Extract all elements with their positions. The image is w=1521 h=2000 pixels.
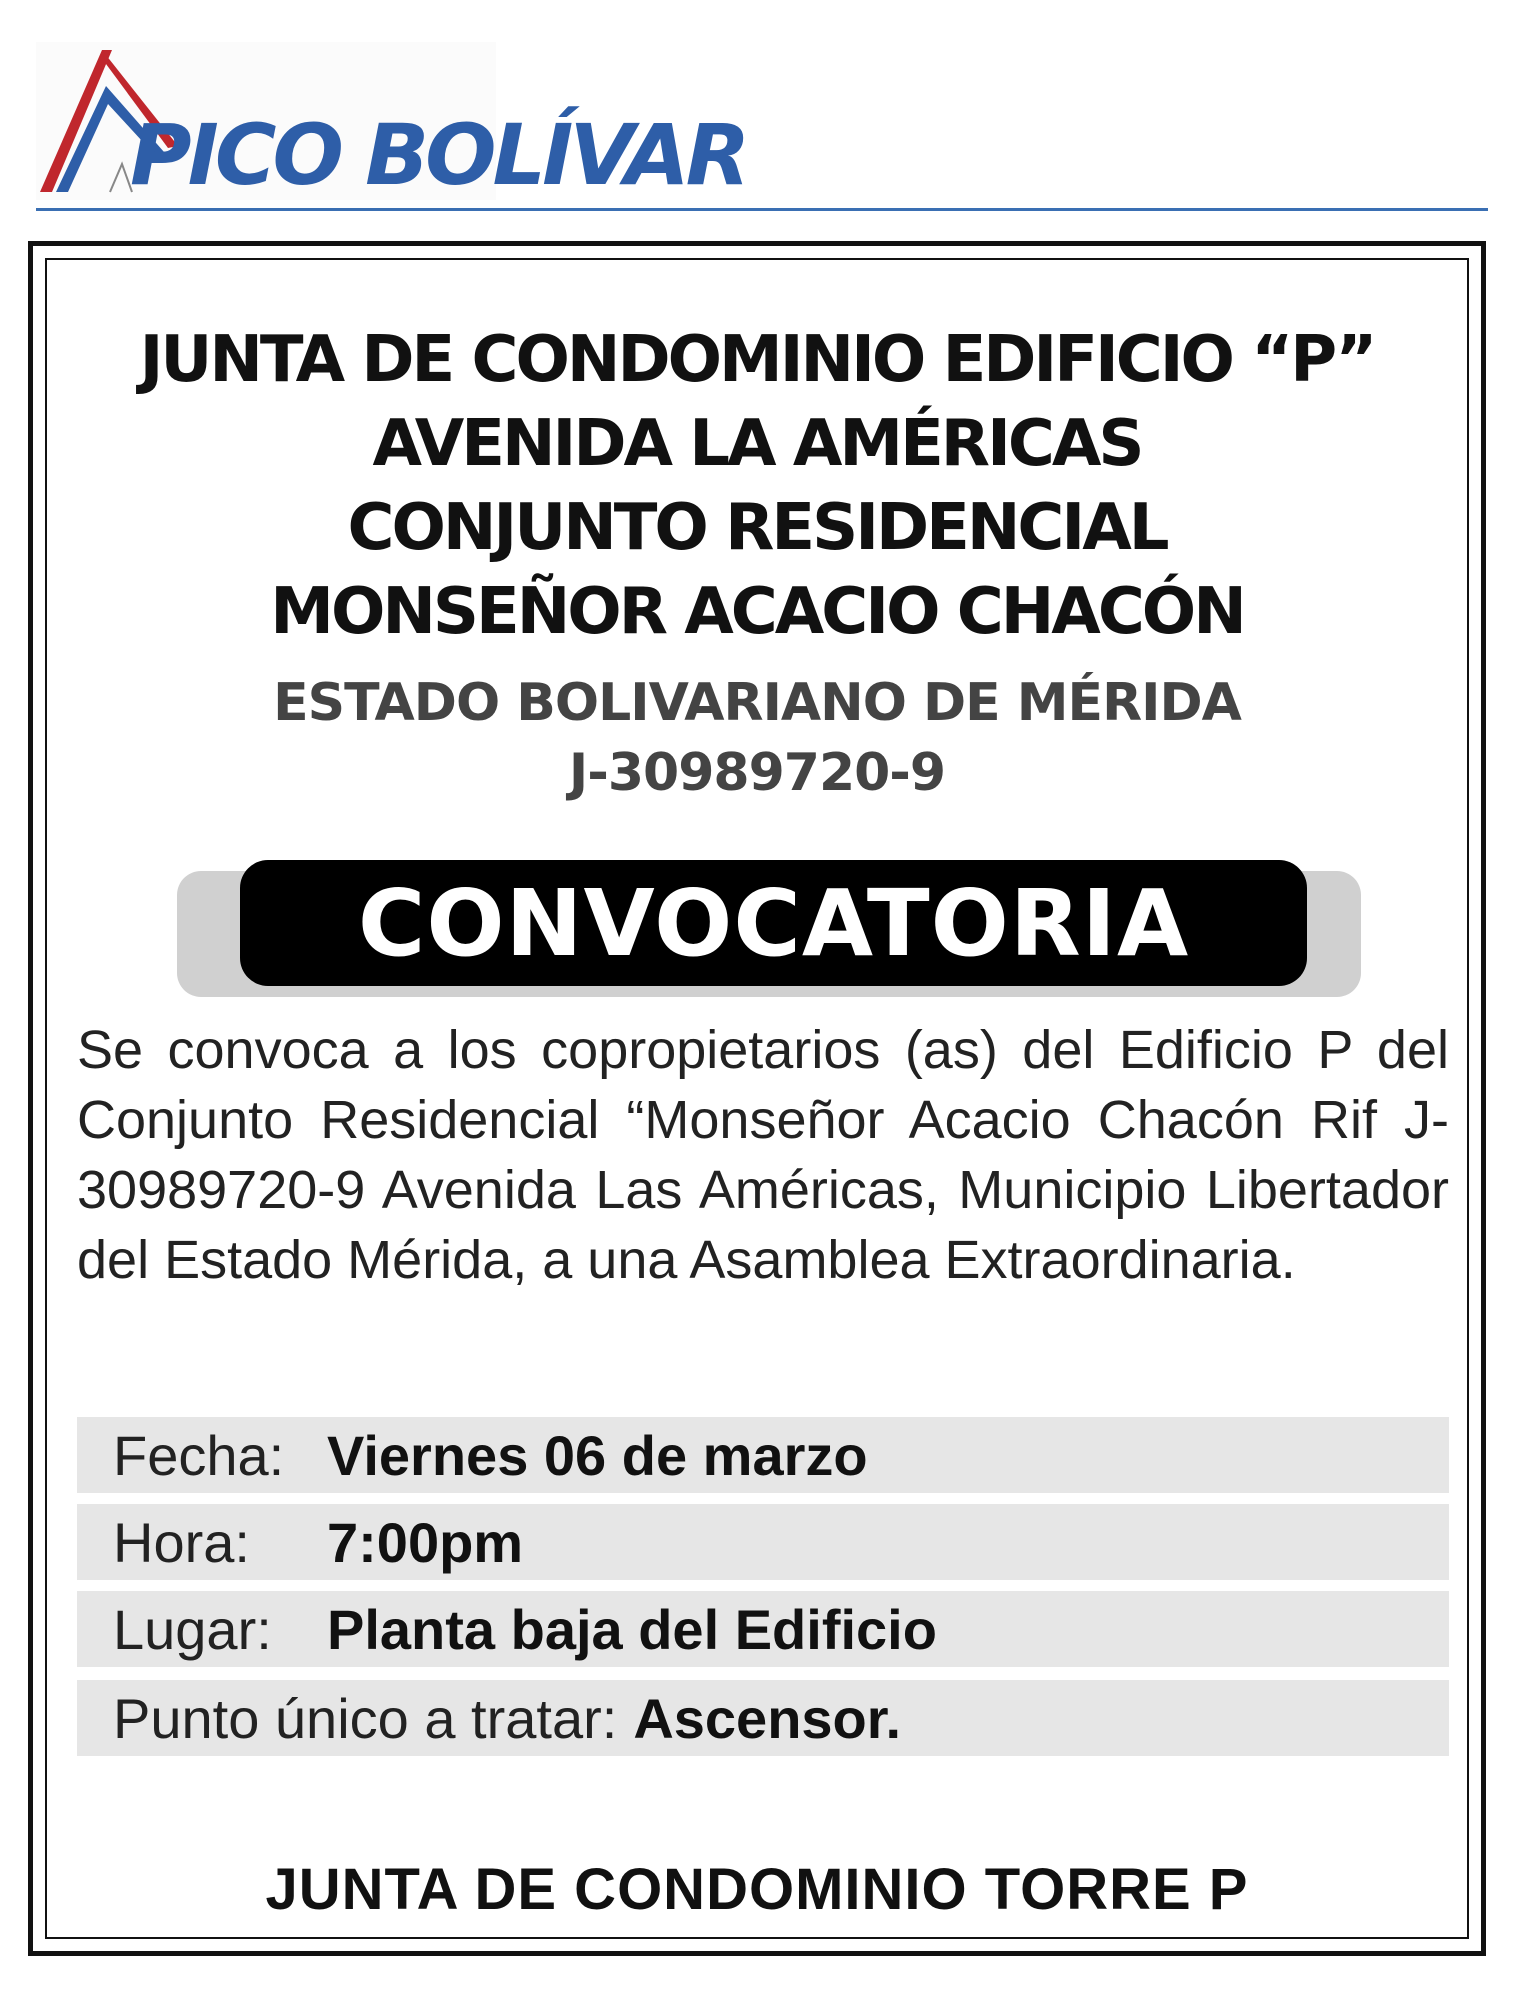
notice-frame [28, 241, 1486, 1956]
detail-value: Ascensor. [633, 1686, 902, 1750]
detail-row-hora [77, 1504, 1449, 1580]
convocatoria-banner [240, 860, 1307, 986]
state-name: ESTADO BOLIVARIANO DE MÉRIDA [273, 673, 1241, 733]
notice-subtitle [47, 668, 1467, 808]
detail-label: Lugar: [113, 1597, 272, 1661]
pico-bolivar-logo [36, 42, 747, 204]
notice-title [47, 318, 1467, 654]
detail-label: Fecha: [113, 1423, 285, 1487]
detail-row-punto [77, 1680, 1449, 1756]
rif-number: J-30989720-9 [568, 743, 946, 803]
notice-inner-frame [45, 258, 1469, 1939]
title-line-3: CONJUNTO RESIDENCIAL [347, 491, 1167, 565]
notice-paragraph: Se convoca a los copropietarios (as) del Edificio P del Conjunto Residencial “Monseñor Acacio Chacón Rif J-30989720-9 Avenida Las Américas, Municipio Libertador del Estado Mérida, a una Asamblea Extraordinaria. [77, 1020, 1449, 1290]
detail-value: Planta baja del Edificio [327, 1597, 937, 1661]
detail-row-fecha [77, 1417, 1449, 1493]
title-line-1: JUNTA DE CONDOMINIO EDIFICIO “P” [139, 323, 1375, 397]
header-rule [36, 208, 1488, 211]
footer-signature: JUNTA DE CONDOMINIO TORRE P [265, 1857, 1249, 1922]
title-line-2: AVENIDA LA AMÉRICAS [372, 407, 1142, 481]
logo-wordmark: PICO BOLÍVAR [130, 106, 747, 204]
detail-row-lugar [77, 1591, 1449, 1667]
detail-value: Viernes 06 de marzo [327, 1423, 868, 1487]
title-line-4: MONSEÑOR ACACIO CHACÓN [270, 575, 1244, 649]
detail-value: 7:00pm [327, 1510, 524, 1574]
detail-label: Hora: [113, 1510, 250, 1574]
detail-label: Punto único a tratar: [113, 1686, 618, 1750]
banner-label: CONVOCATORIA [357, 869, 1190, 977]
